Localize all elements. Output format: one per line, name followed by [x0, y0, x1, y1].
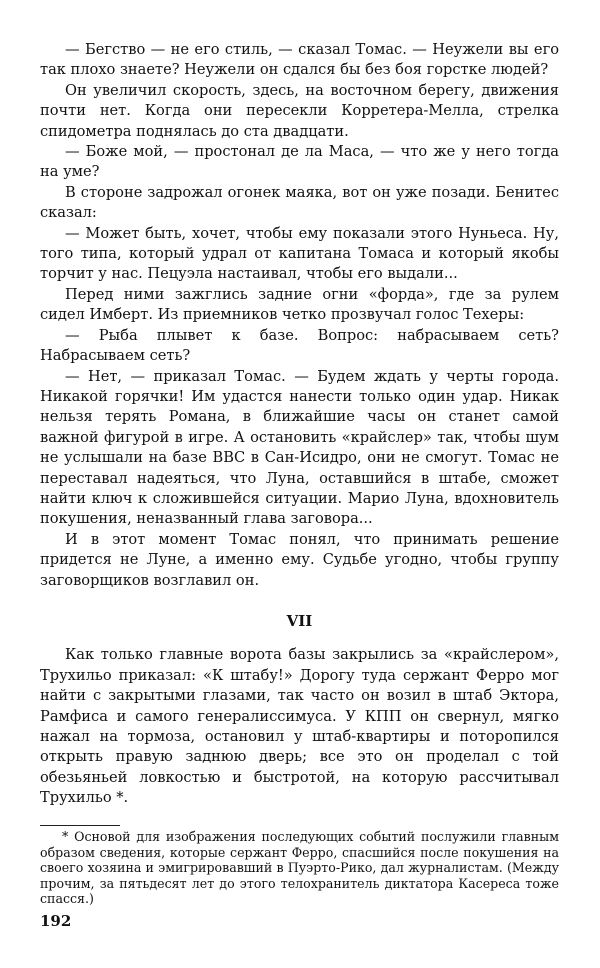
paragraph: В стороне задрожал огонек маяка, вот он уже позади. Бенитес сказал:	[40, 183, 559, 222]
paragraph: — Рыба плывет к базе. Вопрос: набрасываем сеть? Набрасываем сеть?	[40, 326, 559, 365]
paragraph: — Бегство — не его стиль, — сказал Томас. — Неужели вы его так плохо знаете? Неужели он сдался бы без боя горстке людей?	[40, 41, 559, 79]
paragraph: И в этот момент Томас понял, что принимать решение придется не Луне, а именно ему. Судьбе угодно, чтобы группу заговорщиков возглавил он.	[40, 530, 559, 589]
body-text	[40, 40, 559, 809]
paragraph: Как только главные ворота базы закрылись за «крайслером», Трухильо приказал: «К штабу!» Дорогу туда сержант Ферро мог найти с закрытыми глазами, так часто он возил в штаб Эктора, Рамфиса и самого генералиссимуса. У КПП он свернул, мягко нажал на тормоза, остановил у штаб-квартиры и поторопился открыть правую заднюю дверь; все это он проделал с той обезьяньей ловкостью и быстротой, на которую рассчитывал Трухильо *.	[40, 646, 559, 807]
footnote-text: * Основой для изображения последующих событий послужили главным образом сведения, которые сержант Ферро, спасшийся после покушения на своего хозяина и эмигрировавший в Пуэрто-Рико, дал журналистам. (Между прочим, за пятьдесят лет до этого телохранитель диктатора Касереса тоже спасся.)	[40, 829, 559, 906]
footnote	[40, 829, 559, 907]
paragraph: Он увеличил скорость, здесь, на восточном берегу, движения почти нет. Когда они пересекли Корретера-Мелла, стрелка спидометра поднялась до ста двадцати.	[40, 81, 559, 140]
paragraph: — Может быть, хочет, чтобы ему показали этого Нуньеса. Ну, того типа, который удрал от капитана Томаса и который якобы торчит у нас. Пецуэла настаивал, чтобы его выдали...	[40, 224, 559, 283]
footnote-divider	[40, 825, 120, 826]
paragraph: — Боже мой, — простонал де ла Маса, — что же у него тогда на уме?	[40, 143, 559, 181]
chapter-heading: VII	[286, 611, 313, 630]
paragraph: — Нет, — приказал Томас. — Будем ждать у черты города. Никакой горячки! Им удастся нанести только один удар. Никак нельзя терять Романа, в ближайшие часы он станет самой важной фигурой в игре. А остановить «крайслер» так, чтобы шум не услышали на базе ВВС в Сан-Исидро, они не смогут. Томас не переставал надеяться, что Луна, оставшийся в штабе, сможет найти ключ к сложившейся ситуации. Марио Луна, вдохновитель покушения, неназванный глава заговора...	[40, 367, 559, 528]
page-number: 192	[40, 912, 72, 930]
paragraph: Перед ними зажглись задние огни «форда», где за рулем сидел Имберт. Из приемников четко прозвучал голос Техеры:	[40, 285, 559, 324]
